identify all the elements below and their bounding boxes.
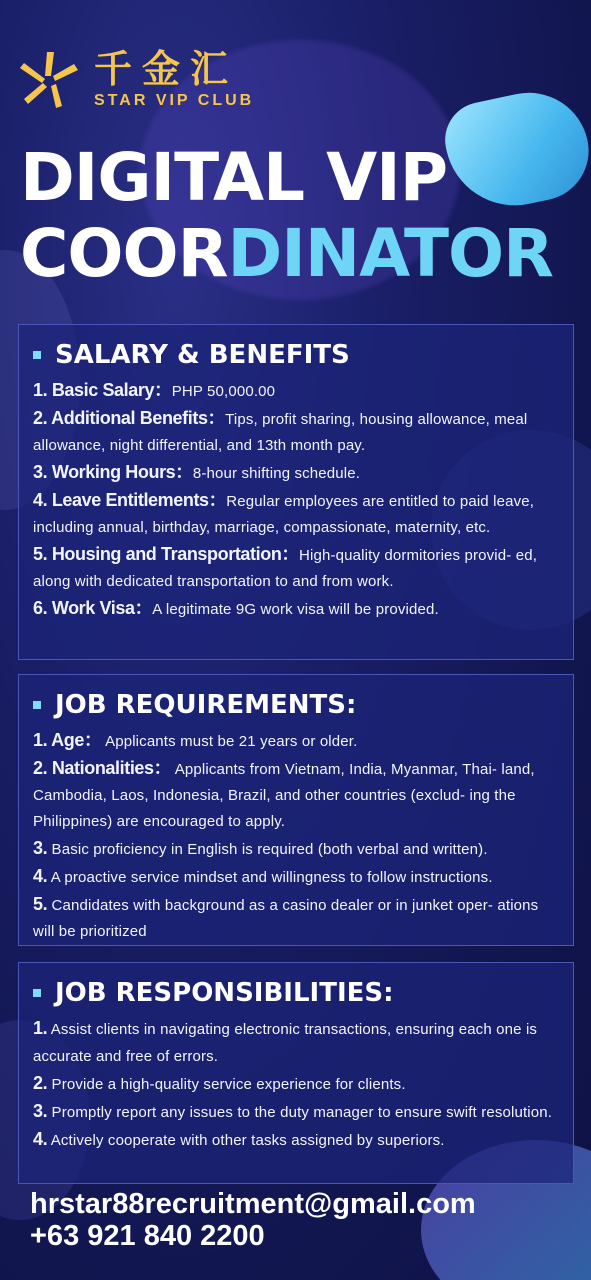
list-item [33, 835, 561, 863]
list-item [33, 891, 561, 945]
list-item [33, 1070, 561, 1098]
salary-heading: SALARY & BENEFITS [55, 340, 350, 370]
item-label: 5. [33, 894, 48, 914]
title-line-1: DIGITAL VIP [20, 139, 448, 216]
responsibilities-heading: JOB RESPONSIBILITIES: [55, 978, 394, 1008]
item-text: 8-hour shifting schedule. [192, 465, 361, 482]
item-text: Assist clients in navigating electronic transactions, ensuring each one is accurate and free of errors. [33, 1021, 538, 1065]
item-text: High-quality dormitories provid- ed, along with dedicated transportation to and from work. [33, 547, 538, 590]
item-text: A legitimate 9G work visa will be provided. [152, 601, 439, 618]
title-line-2 [20, 216, 580, 292]
list-item [33, 487, 561, 541]
item-text: Provide a high-quality service experience for clients. [51, 1076, 406, 1093]
logo-english-text: STAR VIP CLUB [94, 92, 255, 109]
section-heading [33, 339, 561, 371]
list-item [33, 459, 561, 487]
item-label: 2. Additional Benefits： [33, 408, 226, 428]
list-item [33, 1015, 561, 1070]
item-text: Actively cooperate with other tasks assigned by superiors. [50, 1132, 445, 1149]
item-text: Regular employees are entitled to paid leave, including annual, birthday, marriage, compassionate, maternity, etc. [33, 493, 535, 536]
section-heading [33, 689, 561, 721]
item-label: 1. Basic Salary： [33, 380, 172, 400]
list-item [33, 377, 561, 405]
item-text: Applicants from Vietnam, India, Myanmar, Thai- land, Cambodia, Laos, Indonesia, Brazil, and other countries (exclud- ing the Philippines) are encouraged to apply. [33, 761, 535, 830]
item-label: 2. [33, 1073, 48, 1093]
job-responsibilities-panel [18, 962, 574, 1184]
job-requirements-panel [18, 674, 574, 946]
bullet-square-icon [33, 701, 41, 709]
item-label: 6. Work Visa： [33, 598, 153, 618]
contact-email[interactable]: hrstar88recruitment@gmail.com [30, 1188, 476, 1220]
bullet-square-icon [33, 351, 41, 359]
item-text: A proactive service mindset and willingness to follow instructions. [50, 869, 493, 886]
item-text: Applicants must be 21 years or older. [105, 733, 358, 750]
list-item [33, 405, 561, 459]
list-item [33, 755, 561, 835]
item-text: Basic proficiency in English is required (both verbal and written). [51, 841, 488, 858]
item-text: Tips, profit sharing, housing allowance, meal allowance, night differential, and 13th month pay. [33, 411, 528, 454]
item-label: 3. [33, 1101, 48, 1121]
brand-logo [18, 48, 254, 110]
item-label: 1. Age： [33, 730, 102, 750]
item-label: 1. [33, 1018, 48, 1038]
section-heading [33, 977, 561, 1009]
item-label: 3. [33, 838, 48, 858]
list-item [33, 541, 561, 595]
bullet-square-icon [33, 989, 41, 997]
item-label: 4. Leave Entitlements： [33, 490, 227, 510]
item-label: 3. Working Hours： [33, 462, 193, 482]
item-label: 2. Nationalities： [33, 758, 172, 778]
page-title [20, 140, 580, 292]
item-label: 4. [33, 866, 48, 886]
title-line-2-cyan: DINATOR [227, 215, 553, 292]
contact-info [30, 1188, 476, 1252]
item-label: 5. Housing and Transportation： [33, 544, 300, 564]
item-label: 4. [33, 1129, 48, 1149]
salary-benefits-panel [18, 324, 574, 660]
logo-chinese-text: 千金汇 [94, 47, 239, 91]
item-text: PHP 50,000.00 [171, 383, 276, 400]
item-text: Promptly report any issues to the duty manager to ensure swift resolution. [51, 1104, 553, 1121]
requirements-heading: JOB REQUIREMENTS: [55, 690, 357, 720]
item-text: Candidates with background as a casino dealer or in junket oper- ations will be prioritized [33, 897, 539, 940]
list-item [33, 1098, 561, 1126]
list-item [33, 595, 561, 623]
contact-phone[interactable]: +63 921 840 2200 [30, 1220, 265, 1252]
list-item [33, 863, 561, 891]
list-item [33, 727, 561, 755]
star-logo-icon [18, 48, 80, 110]
title-line-2-white: COOR [20, 215, 228, 292]
list-item [33, 1126, 561, 1154]
